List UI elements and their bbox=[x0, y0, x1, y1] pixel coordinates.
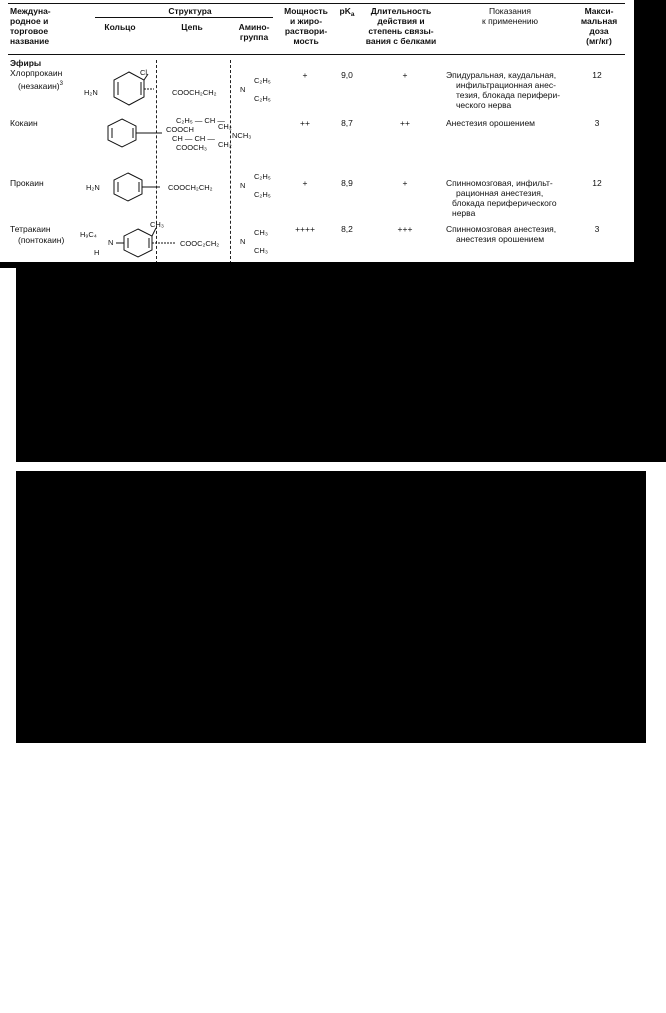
duration-value: +++ bbox=[397, 224, 413, 234]
amino-group: CH₂ NCH₃ CH₂ bbox=[218, 122, 252, 149]
ring-substituent: CH₃ bbox=[150, 220, 164, 229]
redaction-block bbox=[16, 471, 646, 743]
indications-text: Анестезия орошением bbox=[446, 118, 536, 128]
potency-value: + bbox=[302, 70, 308, 80]
pka-value: 9,0 bbox=[341, 70, 353, 80]
pka-value: 8,9 bbox=[341, 178, 353, 188]
pka-value: 8,7 bbox=[341, 118, 353, 128]
header-potency: Мощность и жиро- раствори- мость bbox=[284, 6, 328, 46]
indications-text: Спинномозговая анестезия, анестезия орошением bbox=[446, 224, 557, 244]
header-name: Междуна- родное и торговое название bbox=[10, 6, 51, 46]
ring-substituent: H₉C₄ bbox=[80, 230, 97, 239]
header-chain: Цепь bbox=[181, 22, 203, 32]
amino-group: C₂H₅ N C₂H₅ bbox=[240, 76, 271, 103]
chain-formula: COOCH₂CH₂ bbox=[168, 183, 213, 192]
maxdose-value: 12 bbox=[592, 178, 602, 188]
drug-trade-name: (незакаин)$^3$ bbox=[18, 81, 63, 91]
section-title: Эфиры bbox=[10, 58, 42, 68]
chain-formula: COOC₂CH₂ bbox=[180, 239, 220, 248]
header-amino: Амино- группа bbox=[238, 22, 270, 42]
chain-formula: COOCH₂CH₂ bbox=[172, 88, 217, 97]
benzene-ring-structure bbox=[104, 170, 160, 204]
maxdose-value: 12 bbox=[592, 70, 602, 80]
drug-name: Тетракаин bbox=[10, 224, 51, 234]
chain-amino-divider bbox=[230, 60, 231, 264]
drug-name: Кокаин bbox=[10, 118, 38, 128]
redaction-block bbox=[16, 262, 666, 462]
amino-group: C₂H₅ N C₂H₅ bbox=[240, 172, 271, 199]
drug-trade-name: (понтокаин) bbox=[18, 235, 65, 245]
duration-value: + bbox=[402, 178, 408, 188]
maxdose-value: 3 bbox=[594, 224, 600, 234]
duration-value: + bbox=[402, 70, 408, 80]
amino-group: CH₃ N CH₃ bbox=[240, 228, 268, 255]
pka-value: 8,2 bbox=[341, 224, 353, 234]
header-structure: Структура bbox=[168, 6, 212, 16]
potency-value: ++++ bbox=[295, 224, 315, 234]
drug-name: Прокаин bbox=[10, 178, 44, 188]
ring-substituent: Cl bbox=[140, 68, 148, 77]
indications-text: Спинномозговая, инфильт- рационная анестезия, блокада периферического нерва bbox=[446, 178, 557, 218]
redaction-block bbox=[0, 262, 16, 268]
table-top-rule bbox=[8, 3, 625, 4]
ring-substituent: H₂N bbox=[84, 88, 98, 97]
header-duration: Длительность действия и степень связы- вания с белками bbox=[365, 6, 437, 46]
ring-substituent: N bbox=[108, 238, 114, 247]
header-bottom-rule bbox=[8, 54, 625, 55]
structure-header-rule bbox=[95, 17, 273, 18]
drug-name: Хлорпрокаин bbox=[10, 68, 63, 78]
ring-substituent: H₂N bbox=[86, 183, 100, 192]
header-pka: $pK_a$ bbox=[339, 6, 355, 18]
indications-text: Эпидуральная, каудальная, инфильтрационная анес- тезия, блокада перифери- ческого нерва bbox=[446, 70, 561, 110]
header-indications: Показания к применению bbox=[482, 6, 538, 26]
ring-substituent: H bbox=[94, 248, 100, 257]
header-ring: Кольцо bbox=[104, 22, 136, 32]
potency-value: + bbox=[302, 178, 308, 188]
benzene-ring-structure bbox=[116, 224, 176, 264]
chain-formula: C₂H₅ — CH — COOCH CH — CH — COOCH₃ bbox=[166, 116, 225, 152]
duration-value: ++ bbox=[400, 118, 410, 128]
anesthetics-table bbox=[0, 0, 634, 266]
potency-value: ++ bbox=[300, 118, 310, 128]
benzene-ring-structure bbox=[100, 116, 164, 150]
header-maxdose: Макси- мальная доза (мг/кг) bbox=[580, 6, 618, 46]
maxdose-value: 3 bbox=[594, 118, 600, 128]
